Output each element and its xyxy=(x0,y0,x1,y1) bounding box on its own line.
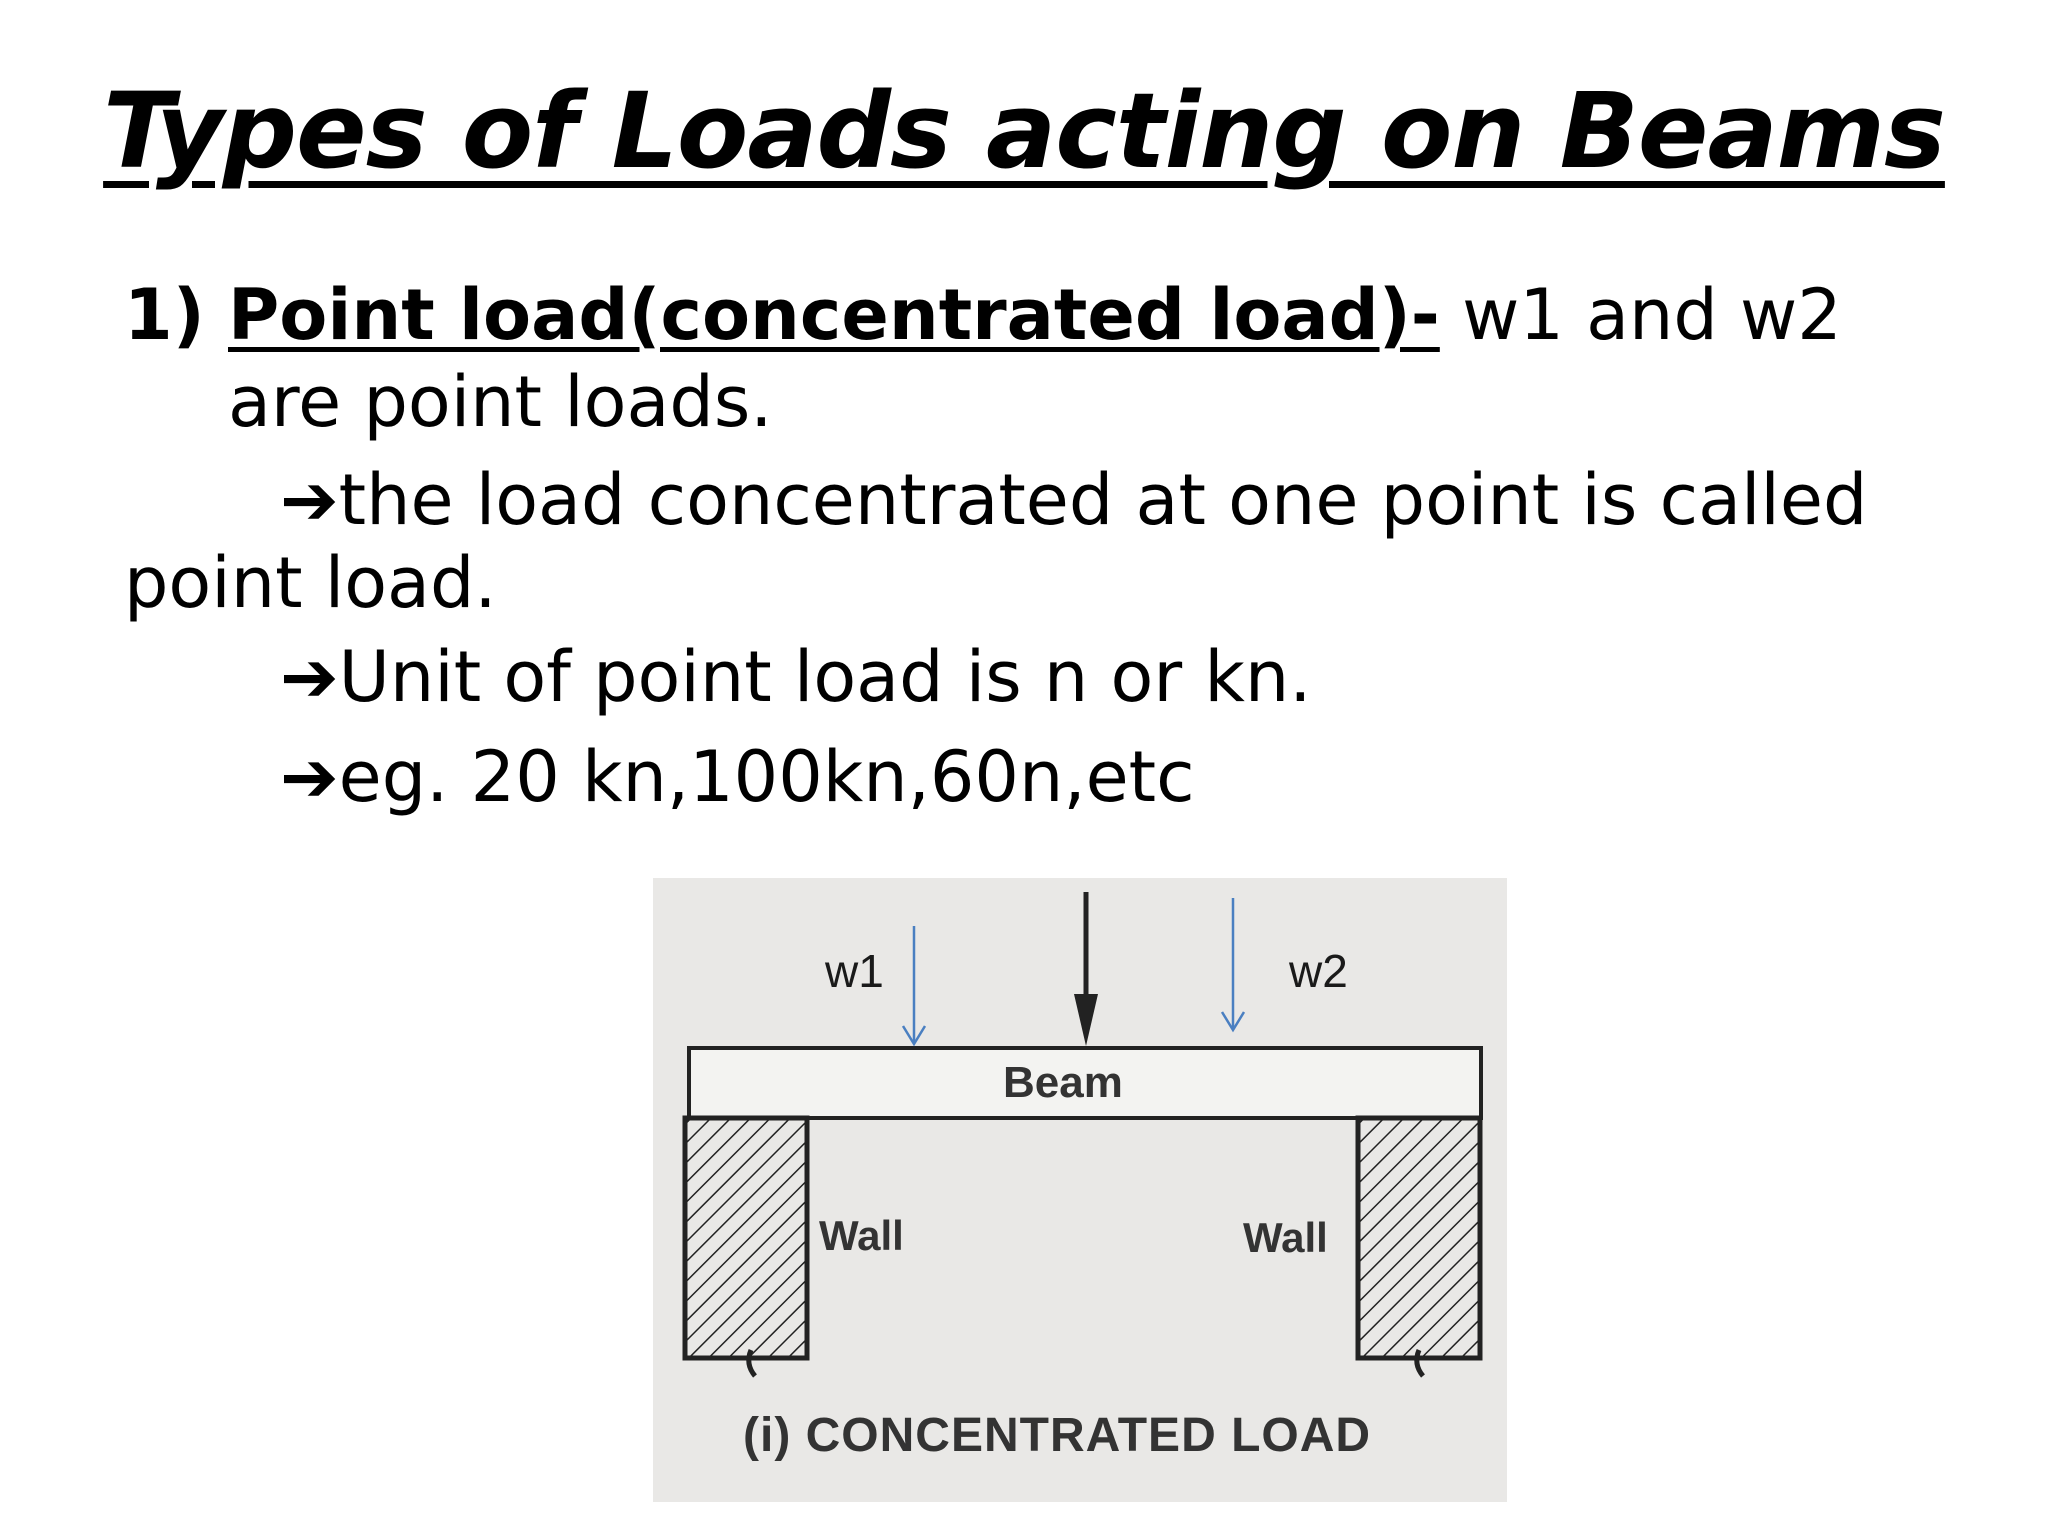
bullet-3 xyxy=(280,736,1195,818)
bullet-1-continuation: point load. xyxy=(124,542,497,624)
bullet-3-text: eg. 20 kn,100kn,60n,etc xyxy=(338,736,1195,818)
wall-left-label: Wall xyxy=(819,1212,904,1259)
beam-label: Beam xyxy=(1003,1058,1123,1107)
item-line-1 xyxy=(228,274,1842,356)
item-heading: Point load(concentrated load)- xyxy=(228,274,1440,356)
item-text-2: are point loads. xyxy=(228,361,773,443)
right-arrow-icon: ➔ xyxy=(280,736,339,818)
item-text-1: w1 and w2 xyxy=(1439,274,1842,356)
slide-title: Types of Loads acting on Beams xyxy=(103,70,1945,192)
wall-left xyxy=(685,1118,807,1358)
bullet-1 xyxy=(280,459,1868,541)
w1-label: w1 xyxy=(825,945,884,997)
wall-right-label: Wall xyxy=(1243,1214,1328,1261)
bullet-1-text: the load concentrated at one point is called xyxy=(338,459,1868,541)
right-arrow-icon: ➔ xyxy=(280,636,339,718)
w2-label: w2 xyxy=(1289,945,1348,997)
bullet-2-text: Unit of point load is n or kn. xyxy=(338,636,1312,718)
w2-arrow-icon xyxy=(1222,898,1244,1030)
right-arrow-icon: ➔ xyxy=(280,459,339,541)
w1-arrow-icon xyxy=(903,926,925,1044)
figure-caption: (i) CONCENTRATED LOAD xyxy=(743,1409,1372,1462)
item-number: 1) xyxy=(124,274,205,356)
concentrated-load-figure xyxy=(653,878,1507,1502)
wall-right xyxy=(1358,1118,1480,1358)
bullet-2 xyxy=(280,636,1312,718)
